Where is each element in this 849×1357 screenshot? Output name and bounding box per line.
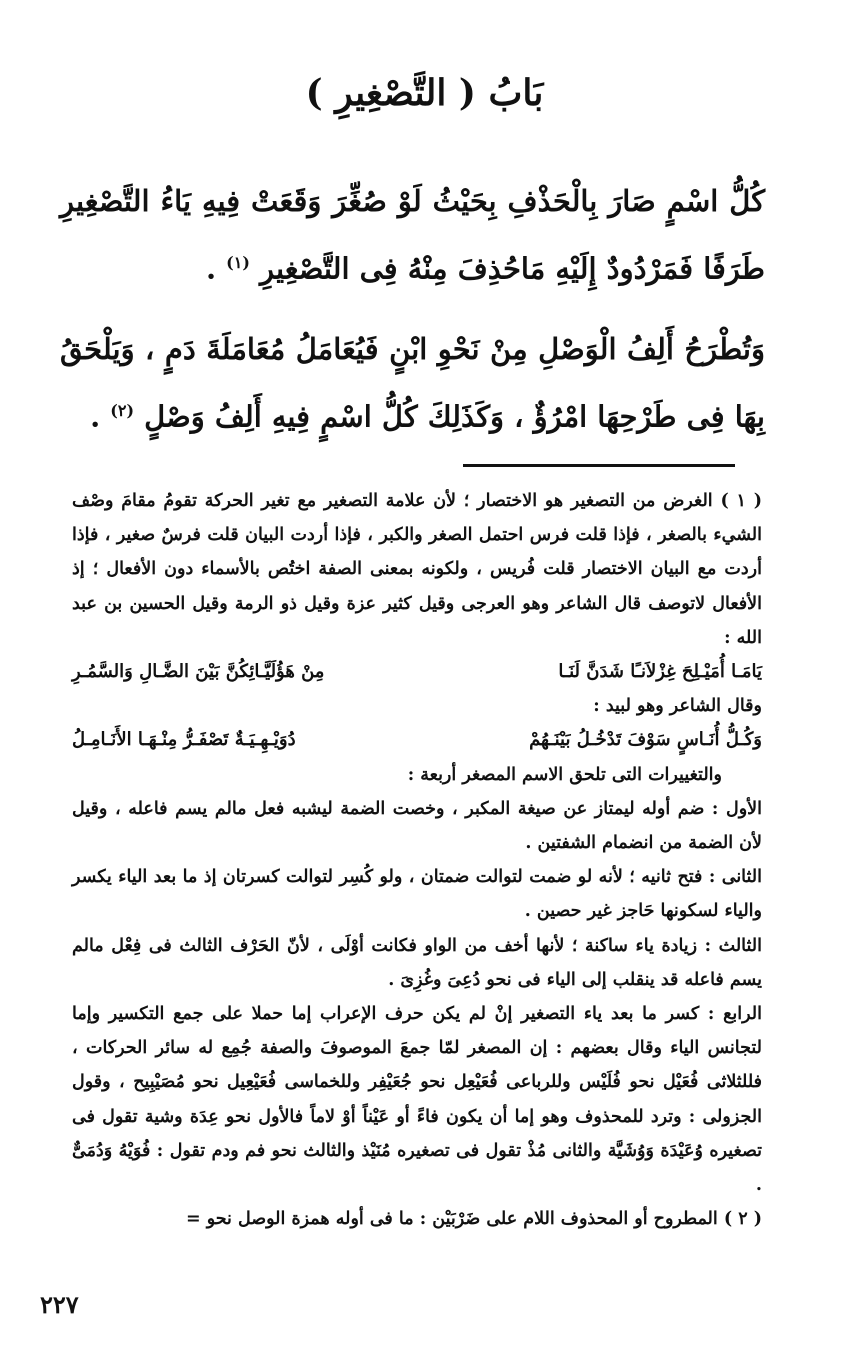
footnote-ref-1[interactable]: (١) — [226, 253, 250, 272]
verse-1-first-hemistich: يَامَـا أُمَيْـلِحَ غِزْلاَنـًا شَدَنَّ لَنَـا — [558, 661, 762, 683]
verse-2-intro: وقال الشاعر وهو لبيد : — [593, 696, 762, 717]
change-second: الثانى : فتح ثانيه ؛ لأنه لو ضمت لتوالت ضمتان ، ولو كُسِر لتوالت كسرتان إذ ما بعد الياء يكسر والياء لسكونها حَاجز غير حصين . — [72, 867, 762, 922]
verse-1-second-hemistich: مِنْ هَؤُلَيَّـائِكُنَّ بَيْنَ الضَّـالِ وَالسَّمُـرِ — [72, 661, 325, 683]
footnote-2-text: ( ٢ ) المطروح أو المحذوف اللام على ضَرْبَيْن : ما فى أوله همزة الوصل نحو = — [185, 1209, 762, 1230]
main-paragraph-2-text: وَتُطْرَحُ أَلِفُ الْوَصْلِ مِنْ نَحْوِ ابْنٍ فَيُعَامَلُ مُعَامَلَةَ دَمٍ ، وَيَلْحَقُ بِهَا فِى طَرْحِهَا امْرُؤٌ ، وَكَذَلِكَ كُلُّ اسْمٍ فِيهِ أَلِفُ وَصْلٍ — [60, 331, 765, 434]
verse-2-second-hemistich: دُوَيْـهِـيَـةٌ تَصْفَـرُّ مِنْـهَـا الأَنَـامِـلُ — [72, 729, 296, 751]
change-fourth: الرابع : كسر ما بعد ياء التصغير إنْ لم يكن حرف الإعراب إما حملا على جمع التكسير وإما لتجانس الياء وقال بعضهم : إن المصغر لمّا جمعَ الموصوفَ والصفة جُمِع له سائر الحركات ، فللثلاثى فُعَيْل نحو فُلَيْس وللرباعى فُعَيْعِل نحو جُعَيْفِر وللخماسى فُعَيْعِيل نحو مُصَيْبِيح ، وقول الجزولى : وترد للمحذوف وهو إما أن يكون فاءً أو عَيْناً أوْ لاماً فالأول نحو عِدَة وشية تقول فى تصغيره وُعَيْدَة وَوُشَيَّة والثانى مُذْ تقول فى تصغيره مُنَيْذ والثالث نحو فم ودم تقول : فُوَيْهُ وَدُمَىٌّ . — [72, 1004, 762, 1196]
main-paragraph-1 — [60, 170, 765, 300]
main-paragraph-1-text: كُلُّ اسْمٍ صَارَ بِالْحَذْفِ بِحَيْثُ لَوْ صُغِّرَ وَقَعَتْ فِيهِ يَاءُ التَّصْغِيرِ طَرَفًا فَمَرْدُودٌ إِلَيْهِ مَاحُذِفَ مِنْهُ فِى التَّصْغِيرِ — [60, 184, 765, 286]
verse-2 — [72, 723, 762, 757]
change-first: الأول : ضم أوله ليمتاز عن صيغة المكبر ، وخصت الضمة ليشبه فعل مالم يسم فاعله ، وقيل لأن الضمة من انضمام الشفتين . — [72, 798, 762, 854]
change-third: الثالث : زيادة ياء ساكنة ؛ لأنها أخف من الواو فكانت أوْلَى ، لأنّ الحَرْف الثالث فى فِعْل مالم يسم فاعله قد ينقلب إلى الياء فى نحو دُعِىَ وغُزِىَ . — [72, 935, 762, 990]
footnote-ref-2[interactable]: (٢) — [110, 400, 135, 420]
main-text — [60, 170, 765, 465]
main-paragraph-2-end: . — [90, 399, 111, 434]
page-number: ٢٢٧ — [40, 1290, 79, 1319]
chapter-title: بَابُ ( التَّصْغِيرِ ) — [305, 72, 544, 114]
footnote-divider — [463, 464, 735, 467]
main-paragraph-2 — [60, 318, 765, 448]
verse-2-first-hemistich: وَكُـلُّ أُنَـاسٍ سَوْفَ تَدْخُـلُ بَيْنَـهُمْ — [529, 729, 762, 751]
footnotes — [72, 484, 762, 1236]
footnote-1-text: ( ١ ) الغرض من التصغير هو الاختصار ؛ لأن علامة التصغير مع تغير الحركة تقومُ مقامَ وصْف الشيء بالصغر ، فإذا قلت فرس احتمل الصغر والكبر ، فإذا أردت البيان قلت فرسٌ صغير ، فإذا أردت مع البيان الاختصار قلت فُريس ، ولكونه بمعنى الصفة اختُص بالأسماء دون الأفعال ؛ إذ الأفعال لاتوصف قال الشاعر وهو العرجى وقيل كثير عزة وقيل ذو الرمة وقيل الحسين بن عبد الله : — [72, 491, 762, 648]
verse-1 — [72, 655, 762, 689]
main-paragraph-1-end: . — [205, 251, 227, 286]
changes-intro: والتغييرات التى تلحق الاسم المصغر أربعة : — [407, 764, 722, 785]
